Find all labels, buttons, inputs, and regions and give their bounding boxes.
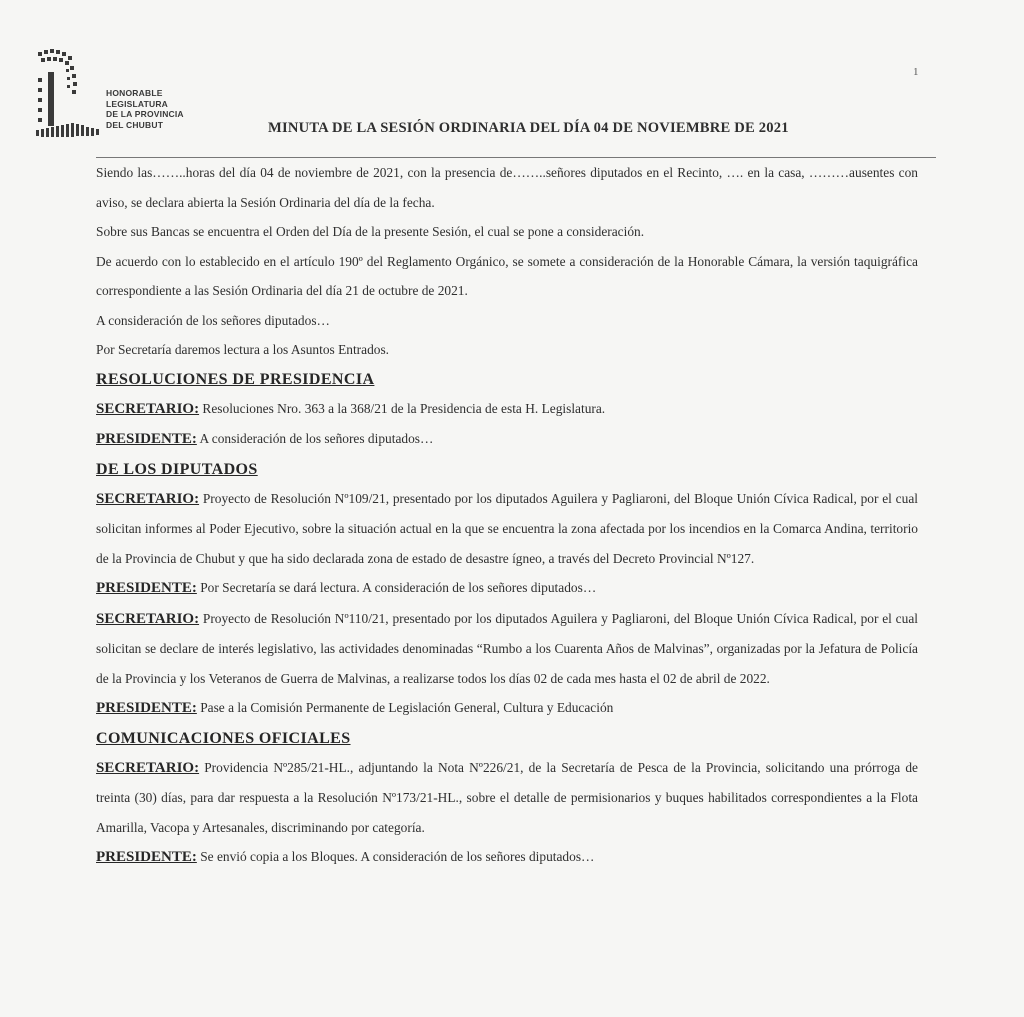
minutes-entry xyxy=(96,604,918,694)
section-heading-diputados: DE LOS DIPUTADOS xyxy=(96,460,258,478)
intro-paragraph: De acuerdo con lo establecido en el artículo 190º del Reglamento Orgánico, se somete a consideración de la Honorable Cámara, la versión taquigráfica correspondiente a las Sesión Ordinaria del día 21 de octubre de 2021. xyxy=(96,253,918,298)
section-heading-resoluciones: RESOLUCIONES DE PRESIDENCIA xyxy=(96,370,375,388)
section-heading-comunicaciones: COMUNICACIONES OFICIALES xyxy=(96,729,351,747)
page-number: 1 xyxy=(913,66,919,78)
speaker-label: SECRETARIO: xyxy=(96,759,200,776)
minutes-entry xyxy=(96,693,918,724)
speaker-label: SECRETARIO: xyxy=(96,490,200,507)
entry-text: Resoluciones Nro. 363 a la 368/21 de la Presidencia de esta H. Legislatura. xyxy=(199,400,606,416)
minutes-entry xyxy=(96,484,918,574)
intro-paragraph: A consideración de los señores diputados… xyxy=(96,312,330,328)
logo-line: HONORABLE xyxy=(106,88,163,98)
minutes-entry xyxy=(96,573,918,604)
minutes-entry xyxy=(96,842,918,873)
logo-line: DE LA PROVINCIA xyxy=(106,109,184,119)
intro-paragraph: Por Secretaría daremos lectura a los Asuntos Entrados. xyxy=(96,342,390,357)
legislature-emblem-icon xyxy=(36,48,106,148)
intro-paragraph: Siendo las……..horas del día 04 de noviembre de 2021, con la presencia de……..señores diputados en el Recinto, …. en la casa, ………ausentes con aviso, se declara abierta la Sesión Ordinaria del día de la fecha. xyxy=(96,165,918,210)
speaker-label: PRESIDENTE: xyxy=(96,431,197,447)
logo-line: LEGISLATURA xyxy=(106,98,169,109)
speaker-label: SECRETARIO: xyxy=(96,400,200,417)
entry-text: A consideración de los señores diputados… xyxy=(196,431,434,446)
entry-text: Pase a la Comisión Permanente de Legislación General, Cultura y Educación xyxy=(196,700,614,715)
legislature-logo xyxy=(36,48,206,148)
logo-text xyxy=(106,88,184,130)
document-body xyxy=(96,158,918,873)
speaker-label: PRESIDENTE: xyxy=(96,849,197,865)
entry-text: Por Secretaría se dará lectura. A consideración de los señores diputados… xyxy=(196,580,597,595)
minutes-entry xyxy=(96,394,918,425)
intro-paragraph: Sobre sus Bancas se encuentra el Orden del Día de la presente Sesión, el cual se pone a consideración. xyxy=(96,224,645,239)
speaker-label: PRESIDENTE: xyxy=(96,700,197,716)
entry-text: Proyecto de Resolución Nº110/21, presentado por los diputados Aguilera y Pagliaroni, del Bloque Unión Cívica Radical, por el cual solicitan se declare de interés legislativo, las actividades denominadas “Rumbo a los Cuarenta Años de Malvinas”, organizadas por la Jefatura de Policía de la Provincia y los Veteranos de Guerra de Malvinas, a realizarse todos los días 02 de cada mes hasta el 02 de abril de 2022. xyxy=(96,610,918,686)
speaker-label: PRESIDENTE: xyxy=(96,580,197,596)
entry-text: Proyecto de Resolución Nº109/21, presentado por los diputados Aguilera y Pagliaroni, del Bloque Unión Cívica Radical, por el cual solicitan informes al Poder Ejecutivo, sobre la situación actual en la que se encuentra la zona afectada por los incendios en la Comarca Andina, territorio de la Provincia de Chubut y que ha sido declarada zona de estado de desastre ígneo, a través del Decreto Provincial Nº127. xyxy=(96,490,918,566)
document-title: MINUTA DE LA SESIÓN ORDINARIA DEL DÍA 04 DE NOVIEMBRE DE 2021 xyxy=(268,120,789,136)
entry-text: Providencia Nº285/21-HL., adjuntando la Nota Nº226/21, de la Secretaría de Pesca de la Provincia, solicitando una prórroga de treinta (30) días, para dar respuesta a la Resolución Nº173/21-HL., sobre el detalle de permisionarios y buques habilitados correspondientes a la Flota Amarilla, Vacopa y Artesanales, discriminando por categoría. xyxy=(96,759,918,835)
entry-text: Se envió copia a los Bloques. A consideración de los señores diputados… xyxy=(196,849,595,864)
speaker-label: SECRETARIO: xyxy=(96,610,200,627)
logo-line: DEL CHUBUT xyxy=(106,119,164,130)
minutes-entry xyxy=(96,424,918,455)
minutes-entry xyxy=(96,753,918,843)
